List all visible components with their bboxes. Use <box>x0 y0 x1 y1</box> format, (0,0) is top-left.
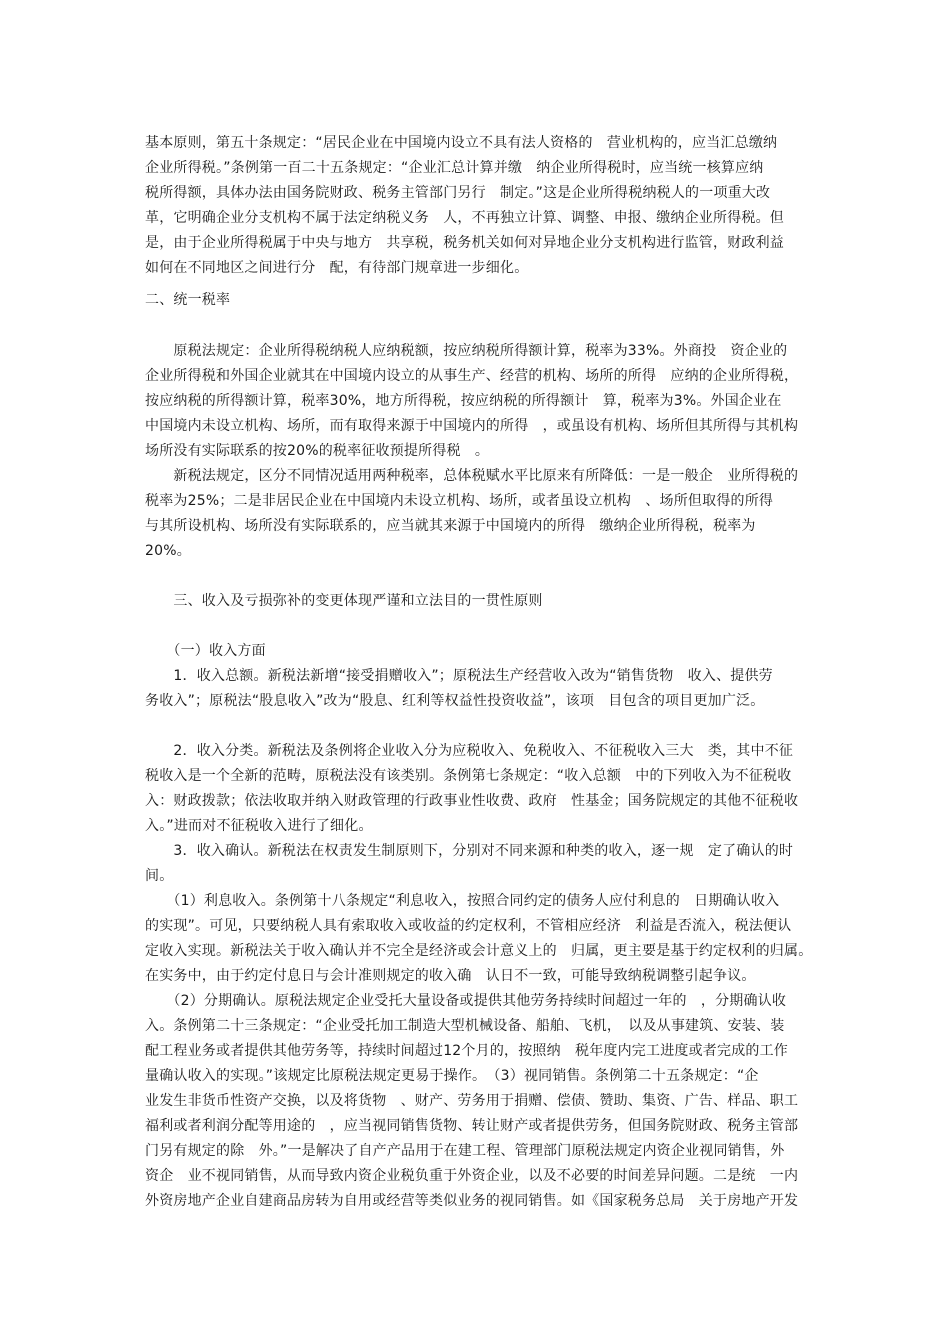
paragraph-line: 量确认收入的实现。”该规定比原税法规定更易于操作。 （3）视同销售。条例第二十五条规定：“企 <box>145 1068 759 1084</box>
paragraph-line: 定收入实现。新税法关于收入确认并不完全是经济或会计意义上的 归属，更主要是基于约定权利的归属。 <box>145 943 813 959</box>
paragraph-line: 原税法规定：企业所得税纳税人应纳税额，按应纳税所得额计算，税率为33%。外商投 资企业的 <box>145 343 788 359</box>
paragraph-line: 是，由于企业所得税属于中央与地方 共享税，税务机关如何对异地企业分支机构进行监管，财政利益 <box>145 235 784 251</box>
paragraph-line: 务收入”；原税法“股息收入”改为“股息、红利等权益性投资收益”，该项 目包含的项目更加广泛。 <box>145 693 765 709</box>
paragraph-line: 革，它明确企业分支机构不属于法定纳税义务 人，不再独立计算、调整、申报、缴纳企业所得税。但 <box>145 210 784 226</box>
paragraph-line: 企业所得税。”条例第一百二十五条规定：“企业汇总计算并缴 纳企业所得税时，应当统一核算应纳 <box>145 160 764 176</box>
paragraph-line: 1．收入总额。新税法新增“接受捐赠收入”；原税法生产经营收入改为“销售货物 收入、提供劳 <box>145 668 773 684</box>
paragraph-line: 资企 业不视同销售，从而导致内资企业税负重于外资企业，以及不必要的时间差异问题。二是统 一内 <box>145 1168 799 1184</box>
paragraph-line: 3．收入确认。新税法在权责发生制原则下，分别对不同来源和种类的收入，逐一规 定了确认的时 <box>145 843 794 859</box>
paragraph-line: 入。条例第二十三条规定：“企业受托加工制造大型机械设备、船舶、飞机， 以及从事建筑、安装、装 <box>145 1018 785 1034</box>
paragraph-line: 的实现”。可见，只要纳税人具有索取收入或收益的约定权利，不管相应经济 利益是否流入，税法便认 <box>145 918 792 934</box>
paragraph-line: 与其所设机构、场所没有实际联系的，应当就其来源于中国境内的所得 缴纳企业所得税，税率为 <box>145 518 756 534</box>
paragraph-line: 税所得额，具体办法由国务院财政、税务主管部门另行 制定。”这是企业所得税纳税人的一项重大改 <box>145 185 771 201</box>
paragraph-line: 2．收入分类。新税法及条例将企业收入分为应税收入、免税收入、不征税收入三大 类，其中不征 <box>145 743 794 759</box>
paragraph-line: 入：财政拨款；依法收取并纳入财政管理的行政事业性收费、政府 性基金；国务院规定的其他不征税收 <box>145 793 799 809</box>
paragraph-line: 中国境内未设立机构、场所，而有取得来源于中国境内的所得 ，或虽设有机构、场所但其所得与其机构 <box>145 418 799 434</box>
paragraph-line: 门另有规定的除 外。”一是解决了自产产品用于在建工程、管理部门原税法规定内资企业视同销售，外 <box>145 1143 785 1159</box>
paragraph-line: 企业所得税和外国企业就其在中国境内设立的从事生产、经营的机构、场所的所得 应纳的企业所得税， <box>145 368 799 384</box>
paragraph-line: （2）分期确认。原税法规定企业受托大量设备或提供其他劳务持续时间超过一年的 ，分期确认收 <box>145 993 787 1009</box>
section-heading: 三、收入及亏损弥补的变更体现严谨和立法目的一贯性原则 <box>145 593 543 609</box>
paragraph-line: 税率为25%；二是非居民企业在中国境内未设立机构、场所，或者虽设立机构 、场所但取得的所得 <box>145 493 774 509</box>
paragraph-line: 20%。 <box>145 543 191 559</box>
subsection-heading: （一）收入方面 <box>145 643 266 659</box>
section-heading: 二、统一税率 <box>145 292 231 308</box>
paragraph-line: 业发生非货币性资产交换，以及将货物 、财产、劳务用于捐赠、偿债、赞助、集资、广告、样品、职工 <box>145 1093 799 1109</box>
paragraph-line: 入。”进而对不征税收入进行了细化。 <box>145 818 373 834</box>
paragraph-line: 外资房地产企业自建商品房转为自用或经营等类似业务的视同销售。如《国家税务总局 关于房地产开发 <box>145 1193 799 1209</box>
paragraph-line: 按应纳税的所得额计算，税率30%，地方所得税，按应纳税的所得额计 算，税率为3%。外国企业在 <box>145 393 782 409</box>
paragraph-line: （1）利息收入。条例第十八条规定“利息收入，按照合同约定的债务人应付利息的 日期确认收入 <box>145 893 780 909</box>
paragraph-line: 新税法规定，区分不同情况适用两种税率，总体税赋水平比原来有所降低：一是一般企 业所得税的 <box>145 468 799 484</box>
paragraph-line: 税收入是一个全新的范畴，原税法没有该类别。条例第七条规定：“收入总额 中的下列收入为不征税收 <box>145 768 792 784</box>
paragraph-line: 配工程业务或者提供其他劳务等，持续时间超过12个月的，按照纳 税年度内完工进度或者完成的工作 <box>145 1043 789 1059</box>
paragraph-line: 基本原则，第五十条规定：“居民企业在中国境内设立不具有法人资格的 营业机构的，应当汇总缴纳 <box>145 135 778 151</box>
paragraph-line: 福利或者利润分配等用途的 ，应当视同销售货物、转让财产或者提供劳务，但国务院财政、税务主管部 <box>145 1118 799 1134</box>
paragraph-line: 如何在不同地区之间进行分 配，有待部门规章进一步细化。 <box>145 260 529 276</box>
paragraph-line: 在实务中，由于约定付息日与会计准则规定的收入确 认日不一致，可能导致纳税调整引起争议。 <box>145 968 756 984</box>
paragraph-line: 场所没有实际联系的按20%的税率征收预提所得税 。 <box>145 443 490 459</box>
paragraph-line: 间。 <box>145 868 174 884</box>
